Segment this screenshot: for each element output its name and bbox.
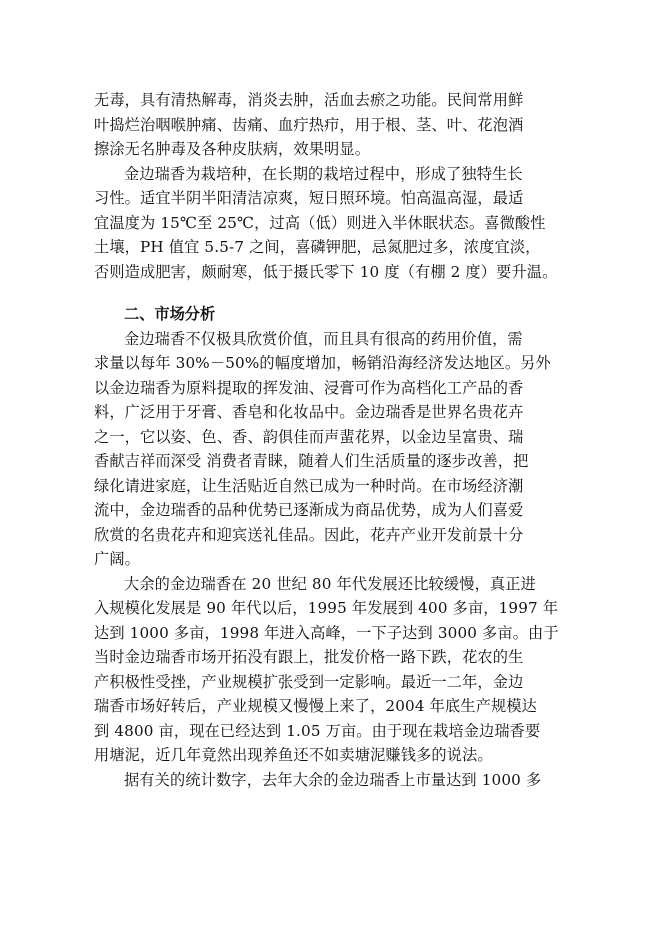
text-line: 广阔。 <box>94 550 141 568</box>
text-line: 用塘泥，近几年竟然出现养鱼还不如卖塘泥赚钱多的说法。 <box>94 746 493 764</box>
text-line: 入规模化发展是 90 年代以后，1995 年发展到 400 多亩，1997 年 <box>94 599 559 617</box>
section-spacer <box>94 284 574 302</box>
text-line: 大余的金边瑞香在 20 世纪 80 年代发展还比较缓慢，真正进 <box>124 574 536 593</box>
text-line: 香献吉祥而深受 消费者青睐，随着人们生活质量的逐步改善，把 <box>94 452 529 470</box>
paragraph-development-history <box>94 572 574 768</box>
document-page <box>94 88 574 792</box>
text-line: 之一，它以姿、色、香、韵俱佳而声蜚花界，以金边呈富贵、瑞 <box>94 427 524 446</box>
text-line: 土壤，PH 值宜 5.5-7 之间，喜磷钾肥，忌氮肥过多，浓度宜淡， <box>94 238 541 256</box>
paragraph-statistics <box>94 768 574 793</box>
text-line: 以金边瑞香为原料提取的挥发油、浸膏可作为高档化工产品的香 <box>94 378 524 397</box>
text-line: 否则造成肥害，颇耐寒，低于摄氏零下 10 度（有棚 2 度）要升温。 <box>94 262 558 281</box>
text-line: 叶捣烂治咽喉肿痛、齿痛、血疔热疖，用于根、茎、叶、花泡酒 <box>94 115 524 134</box>
text-line: 擦涂无名肿毒及各种皮肤病，效果明显。 <box>94 140 371 158</box>
paragraph-growth-habits <box>94 162 574 285</box>
text-line: 绿化请进家庭，让生活贴近自然已成为一种时尚。在市场经济潮 <box>94 476 524 495</box>
text-line: 料，广泛用于牙膏、香皂和化妆品中。金边瑞香是世界名贵花卉 <box>94 403 524 421</box>
text-line: 达到 1000 多亩，1998 年进入高峰，一下子达到 3000 多亩。由于 <box>94 623 559 642</box>
text-line: 据有关的统计数字，去年大余的金边瑞香上市量达到 1000 多 <box>124 770 542 789</box>
text-line: 到 4800 亩，现在已经达到 1.05 万亩。由于现在栽培金边瑞香要 <box>94 721 541 740</box>
text-line: 金边瑞香为栽培种，在长期的栽培过程中，形成了独特生长 <box>124 164 523 183</box>
text-line: 金边瑞香不仅极具欣赏价值，而且具有很高的药用价值，需 <box>124 329 523 348</box>
paragraph-medicinal-uses <box>94 88 574 162</box>
text-line: 产积极性受挫，产业规模扩张受到一定影响。最近一二年，金边 <box>94 672 524 691</box>
section-heading: 二、市场分析 <box>124 305 216 323</box>
text-line: 欣赏的名贵花卉和迎宾送礼佳品。因此，花卉产业开发前景十分 <box>94 525 524 544</box>
text-line: 当时金边瑞香市场开拓没有跟上，批发价格一路下跌，花农的生 <box>94 648 524 666</box>
text-line: 习性。适宜半阴半阳清洁凉爽，短日照环境。怕高温高湿，最适 <box>94 189 524 207</box>
text-line: 宜温度为 15℃至 25℃，过高（低）则进入半休眠状态。喜微酸性 <box>94 213 546 232</box>
paragraph-market-value <box>94 327 574 572</box>
text-line: 无毒，具有清热解毒，消炎去肿，活血去瘀之功能。民间常用鲜 <box>94 91 524 109</box>
text-line: 流中，金边瑞香的品种优势已逐渐成为商品优势，成为人们喜爱 <box>94 501 524 519</box>
text-line: 求量以每年 30%－50%的幅度增加，畅销沿海经济发达地区。另外 <box>94 354 551 372</box>
text-line: 瑞香市场好转后，产业规模又慢慢上来了，2004 年底生产规模达 <box>94 697 538 715</box>
